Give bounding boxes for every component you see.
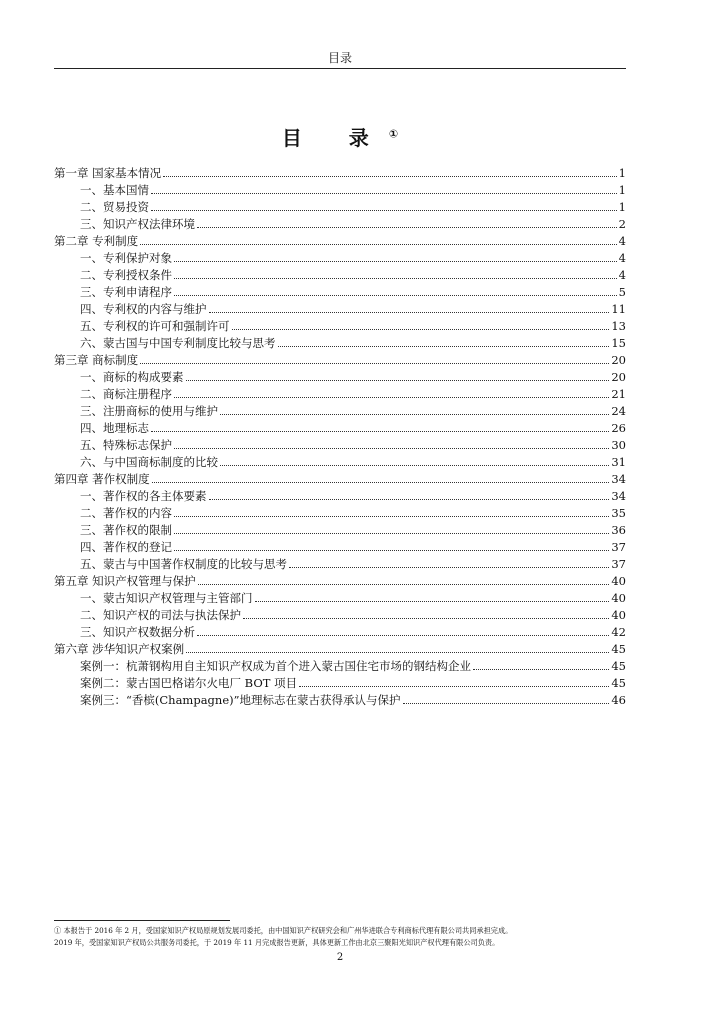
toc-dot-leader <box>278 346 610 347</box>
toc-page-number: 40 <box>611 608 626 622</box>
toc-entry-text: 二、商标注册程序 <box>80 387 172 401</box>
toc-page-number: 24 <box>611 404 626 418</box>
toc-section-entry[interactable] <box>54 454 626 471</box>
toc-page-number: 35 <box>611 506 626 520</box>
toc-entry-text: 一、专利保护对象 <box>80 251 172 265</box>
toc-page-number: 21 <box>611 387 626 401</box>
toc-dot-leader <box>174 278 617 279</box>
toc-dot-leader <box>232 329 610 330</box>
toc-dot-leader <box>174 550 609 551</box>
toc-dot-leader <box>255 601 610 602</box>
toc-page-number: 26 <box>611 421 626 435</box>
toc-section-entry[interactable] <box>54 369 626 386</box>
toc-entry-text: 第一章 国家基本情况 <box>54 166 162 180</box>
toc-dot-leader <box>209 499 610 500</box>
toc-entry-text: 六、蒙古国与中国专利制度比较与思考 <box>80 336 276 350</box>
toc-chapter-entry[interactable] <box>54 573 626 590</box>
toc-entry-text: 案例三：“香槟(Champagne)”地理标志在蒙古获得承认与保护 <box>80 693 401 707</box>
toc-page-number: 37 <box>611 540 626 554</box>
toc-entry-text: 第三章 商标制度 <box>54 353 139 367</box>
toc-section-entry[interactable] <box>54 607 626 624</box>
toc-page-number: 40 <box>611 591 626 605</box>
toc-dot-leader <box>220 465 609 466</box>
toc-page-number: 37 <box>611 557 626 571</box>
toc-page-number: 46 <box>611 693 626 707</box>
toc-section-entry[interactable] <box>54 692 626 709</box>
toc-entry-text: 三、知识产权数据分析 <box>80 625 195 639</box>
toc-page-number: 45 <box>611 642 626 656</box>
toc-page-number: 13 <box>611 319 626 333</box>
toc-dot-leader <box>174 448 609 449</box>
toc-dot-leader <box>174 261 617 262</box>
toc-section-entry[interactable] <box>54 318 626 335</box>
toc-page-number: 1 <box>618 200 626 214</box>
toc-entry-text: 第六章 涉华知识产权案例 <box>54 642 185 656</box>
toc-section-entry[interactable] <box>54 437 626 454</box>
toc-section-entry[interactable] <box>54 267 626 284</box>
toc-dot-leader <box>140 363 609 364</box>
toc-page-number: 20 <box>611 353 626 367</box>
toc-page-number: 1 <box>618 166 626 180</box>
toc-entry-text: 二、贸易投资 <box>80 200 149 214</box>
toc-page-number: 34 <box>611 472 626 486</box>
toc-dot-leader <box>163 176 617 177</box>
title-text: 目 录 <box>281 126 389 150</box>
toc-entry-text: 三、专利申请程序 <box>80 285 172 299</box>
toc-page-number: 4 <box>618 268 626 282</box>
toc-section-entry[interactable] <box>54 216 626 233</box>
toc-entry-text: 第四章 著作权制度 <box>54 472 150 486</box>
toc-section-entry[interactable] <box>54 301 626 318</box>
toc-page-number: 45 <box>611 676 626 690</box>
toc-dot-leader <box>198 584 610 585</box>
toc-entry-text: 第二章 专利制度 <box>54 234 139 248</box>
toc-entry-text: 三、著作权的限制 <box>80 523 172 537</box>
footnote-mark: ① <box>388 127 399 141</box>
toc-page-number: 31 <box>611 455 626 469</box>
footnote-line-1: ① 本报告于 2016 年 2 月，受国家知识产权局原规划发展司委托，由中国知识产权研究会和广州华进联合专利商标代理有限公司共同承担完成。 <box>54 926 513 935</box>
toc-section-entry[interactable] <box>54 556 626 573</box>
toc-entry-text: 二、专利授权条件 <box>80 268 172 282</box>
toc-section-entry[interactable] <box>54 420 626 437</box>
toc-page-number: 2 <box>618 217 626 231</box>
running-header: 目录 <box>327 51 352 65</box>
toc-entry-text: 案例二：蒙古国巴格诺尔火电厂 BOT 项目 <box>80 676 298 690</box>
toc-page-number: 4 <box>618 251 626 265</box>
toc-entry-text: 四、地理标志 <box>80 421 149 435</box>
toc-chapter-entry[interactable] <box>54 165 626 182</box>
toc-entry-text: 三、知识产权法律环境 <box>80 217 195 231</box>
toc-section-entry[interactable] <box>54 335 626 352</box>
toc-entry-text: 四、专利权的内容与维护 <box>80 302 207 316</box>
toc-page-number: 20 <box>611 370 626 384</box>
toc-section-entry[interactable] <box>54 505 626 522</box>
toc-dot-leader <box>140 244 617 245</box>
toc-entry-text: 五、特殊标志保护 <box>80 438 172 452</box>
toc-dot-leader <box>174 533 609 534</box>
toc-entry-text: 五、蒙古与中国著作权制度的比较与思考 <box>80 557 287 571</box>
page-title <box>54 122 626 151</box>
toc-entry-text: 五、专利权的许可和强制许可 <box>80 319 230 333</box>
footnote <box>54 925 634 949</box>
toc-page-number: 40 <box>611 574 626 588</box>
toc-page-number: 42 <box>611 625 626 639</box>
toc-dot-leader <box>152 482 610 483</box>
toc-section-entry[interactable] <box>54 488 626 505</box>
toc-dot-leader <box>174 295 617 296</box>
toc-entry-text: 二、知识产权的司法与执法保护 <box>80 608 241 622</box>
toc-entry-text: 四、著作权的登记 <box>80 540 172 554</box>
toc-section-entry[interactable] <box>54 250 626 267</box>
toc-entry-text: 一、蒙古知识产权管理与主管部门 <box>80 591 253 605</box>
toc-dot-leader <box>299 686 609 687</box>
toc-dot-leader <box>174 516 609 517</box>
toc-page-number: 34 <box>611 489 626 503</box>
toc-dot-leader <box>289 567 609 568</box>
toc-dot-leader <box>220 414 609 415</box>
toc-section-entry[interactable] <box>54 182 626 199</box>
toc-dot-leader <box>197 227 617 228</box>
header-rule <box>54 68 626 69</box>
toc-section-entry[interactable] <box>54 522 626 539</box>
toc-section-entry[interactable] <box>54 590 626 607</box>
toc-entry-text: 案例一：杭萧钢构用自主知识产权成为首个进入蒙古国住宅市场的钢结构企业 <box>80 659 471 673</box>
toc-page-number: 36 <box>611 523 626 537</box>
toc-dot-leader <box>186 380 610 381</box>
toc-section-entry[interactable] <box>54 675 626 692</box>
toc-section-entry[interactable] <box>54 658 626 675</box>
toc-chapter-entry[interactable] <box>54 641 626 658</box>
page-number: 2 <box>336 952 344 963</box>
toc-section-entry[interactable] <box>54 386 626 403</box>
toc-page-number: 11 <box>611 302 626 316</box>
toc-dot-leader <box>174 397 609 398</box>
toc-entry-text: 一、商标的构成要素 <box>80 370 184 384</box>
toc-chapter-entry[interactable] <box>54 352 626 369</box>
toc-entry-text: 一、著作权的各主体要素 <box>80 489 207 503</box>
toc-entry-text: 二、著作权的内容 <box>80 506 172 520</box>
toc-entry-text: 第五章 知识产权管理与保护 <box>54 574 196 588</box>
toc-page-number: 1 <box>618 183 626 197</box>
toc-section-entry[interactable] <box>54 199 626 216</box>
toc-dot-leader <box>209 312 610 313</box>
toc-page-number: 30 <box>611 438 626 452</box>
footnote-line-2: 2019 年，受国家知识产权局公共服务司委托，于 2019 年 11 月完成报告更新，具体更新工作由北京三聚阳光知识产权代理有限公司负责。 <box>54 938 500 947</box>
toc-section-entry[interactable] <box>54 539 626 556</box>
toc-dot-leader <box>243 618 609 619</box>
toc-entry-text: 一、基本国情 <box>80 183 149 197</box>
toc-section-entry[interactable] <box>54 403 626 420</box>
toc-entry-text: 三、注册商标的使用与维护 <box>80 404 218 418</box>
footnote-rule <box>54 920 230 921</box>
toc-entry-text: 六、与中国商标制度的比较 <box>80 455 218 469</box>
toc-dot-leader <box>151 193 617 194</box>
toc-dot-leader <box>197 635 609 636</box>
toc-dot-leader <box>473 669 609 670</box>
toc-page-number: 45 <box>611 659 626 673</box>
toc-page-number: 15 <box>611 336 626 350</box>
toc-dot-leader <box>151 210 617 211</box>
toc-dot-leader <box>403 703 610 704</box>
toc-section-entry[interactable] <box>54 624 626 641</box>
toc-chapter-entry[interactable] <box>54 233 626 250</box>
table-of-contents <box>54 165 626 709</box>
toc-page-number: 4 <box>618 234 626 248</box>
toc-section-entry[interactable] <box>54 284 626 301</box>
toc-page-number: 5 <box>618 285 626 299</box>
toc-dot-leader <box>151 431 609 432</box>
toc-chapter-entry[interactable] <box>54 471 626 488</box>
toc-dot-leader <box>186 652 609 653</box>
